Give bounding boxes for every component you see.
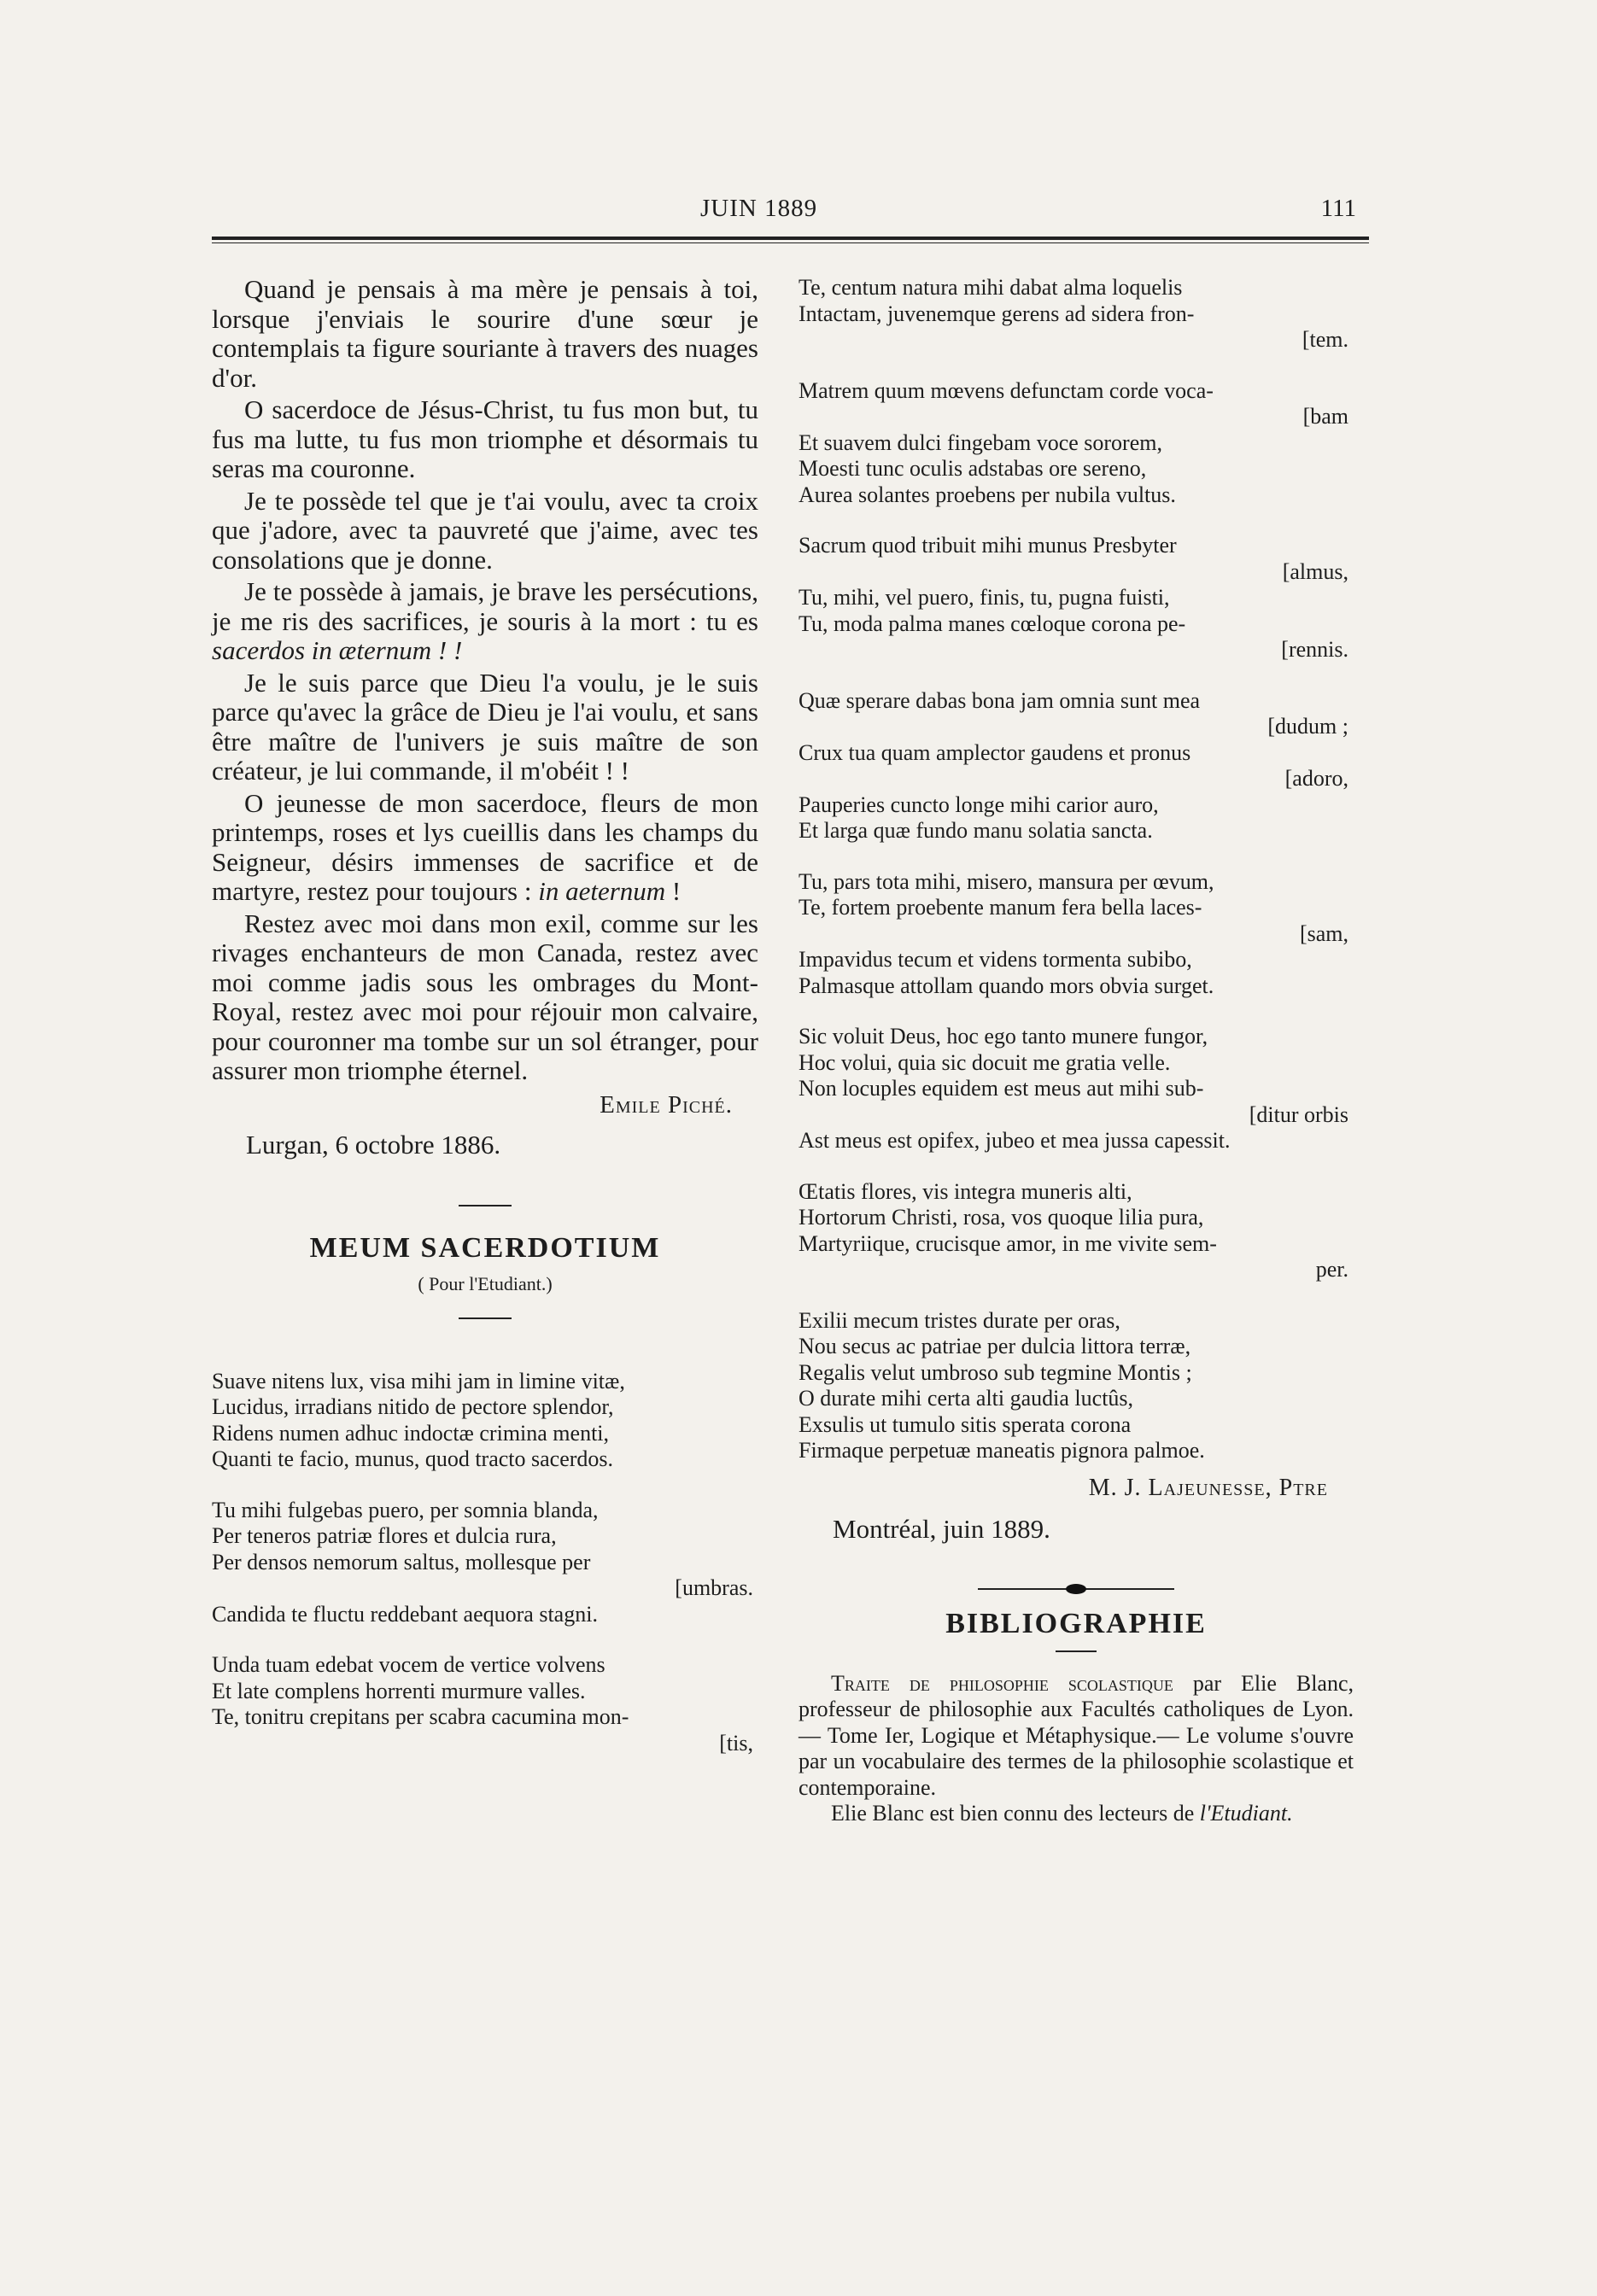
paragraph-text: Je te possède à jamais, je brave les persécutions, je me ris des sacrifices, je souris à la mort : tu es (212, 576, 758, 636)
verse-line: Tu mihi fulgebas puero, per somnia blanda, (212, 1497, 599, 1522)
paragraph: O sacerdoce de Jésus-Christ, tu fus mon but, tu fus ma lutte, tu fus mon triomphe et désormais tu seras ma couronne. (212, 394, 758, 483)
verse-turnover: [bam (1302, 404, 1348, 429)
header-rule-thin (212, 242, 1369, 243)
stanza (212, 1498, 758, 1628)
poem-right (798, 275, 1354, 1464)
ornament-dot (1066, 1584, 1086, 1594)
italic-phrase: in aeternum (538, 876, 666, 906)
page-number: 111 (1320, 195, 1356, 222)
book-title: Traite de philosophie scolastique (831, 1670, 1173, 1696)
verse-line: Lucidus, irradians nitido de pectore splendor, (212, 1394, 614, 1419)
verse-line: Martyriique, crucisque amor, in me vivite sem- (798, 1230, 1217, 1256)
verse-line: Sacrum quod tribuit mihi munus Presbyter (798, 533, 1177, 558)
verse-line: Suave nitens lux, visa mihi jam in limine vitæ, (212, 1368, 625, 1393)
header-rule-thick (212, 237, 1369, 240)
verse-line: Nou secus ac patriae per dulcia littora terræ, (798, 1334, 1191, 1358)
verse-line: Firmaque perpetuæ maneatis pignora palmoe. (798, 1438, 1205, 1463)
verse-line: Quæ sperare dabas bona jam omnia sunt mea (798, 687, 1201, 713)
verse-line: Exilii mecum tristes durate per oras, (798, 1307, 1120, 1333)
verse-turnover: [rennis. (1281, 637, 1348, 662)
paragraph: Restez avec moi dans mon exil, comme sur les rivages enchanteurs de mon Canada, restez avec moi comme jadis sous les ombrages du Mont-Royal, restez avec moi pour réjouir mon calvaire, pour couronner ma tombe sur un sol étranger, pour assurer mon triomphe éternel. (212, 908, 758, 1085)
stanza (212, 1652, 758, 1756)
section-title-bibliographie: BIBLIOGRAPHIE (945, 1607, 1207, 1639)
verse-line: Te, centum natura mihi dabat alma loquelis (798, 275, 1183, 300)
poem-left (212, 1369, 758, 1757)
stanza (798, 1179, 1354, 1283)
paragraph: O jeunesse de mon sacerdoce, fleurs de mon printemps, roses et lys cueillis dans les champs du Seigneur, désirs immenses de sacrifice et de martyre, restez pour toujours : in aeternum ! (212, 787, 758, 906)
left-column (212, 275, 758, 1781)
stanza (798, 275, 1354, 353)
verse-line: Intactam, juvenemque gerens ad sidera fron- (798, 301, 1195, 326)
paragraph-text: Elie Blanc est bien connu des lecteurs de (831, 1801, 1200, 1826)
verse-line: Et larga quæ fundo manu solatia sancta. (798, 818, 1153, 843)
poem-note: ( Pour l'Etudiant.) (418, 1272, 553, 1294)
verse-line: Impavidus tecum et videns tormenta subibo, (798, 947, 1192, 972)
verse-line: Hoc volui, quia sic docuit me gratia velle. (798, 1049, 1171, 1075)
stanza (798, 1308, 1354, 1464)
verse-turnover: [adoro, (1284, 766, 1348, 791)
paragraph (798, 1671, 1354, 1802)
verse-line: Et late complens horrenti murmure valles. (212, 1678, 586, 1703)
verse-line: Moesti tunc oculis adstabas ore sereno, (798, 456, 1147, 481)
verse-line: O durate mihi certa alti gaudia luctûs, (798, 1386, 1134, 1411)
poem-title: MEUM SACERDOTIUM (309, 1231, 661, 1264)
bibliography-text (798, 1671, 1354, 1827)
author-signature: Emile Piché. (600, 1090, 733, 1119)
verse-line: Aurea solantes proebens per nubila vultus. (798, 482, 1176, 507)
verse-line: Exsulis ut tumulo sitis sperata corona (798, 1411, 1132, 1437)
verse-line: Tu, pars tota mihi, misero, mansura per œvum, (798, 868, 1214, 894)
verse-line: Hortorum Christi, rosa, vos quoque lilia pura, (798, 1205, 1204, 1230)
paragraph-text: O jeunesse de mon sacerdoce, fleurs de mon printemps, roses et lys cueillis dans les champs du Seigneur, désirs immenses de sacrifice et de martyre, restez pour toujours : (212, 787, 758, 906)
paragraph-text: par Elie Blanc, professeur de philosophie aux Facultés catholiques de Lyon. — Tome Ier, Logique et Métaphysique.— Le volume s'ouvre par un vocabulaire des termes de la philosophie scolastique et contemporaine. (798, 1670, 1354, 1800)
verse-line: Et suavem dulci fingebam voce sororem, (798, 429, 1162, 455)
stanza (798, 1024, 1354, 1154)
verse-turnover: [ditur orbis (1249, 1101, 1348, 1127)
journal-name: l'Etudiant. (1199, 1801, 1293, 1826)
verse-line: Te, tonitru crepitans per scabra cacumina mon- (212, 1704, 629, 1729)
paragraph: Quand je pensais à ma mère je pensais à toi, lorsque j'enviais le sourire d'une sœur je contemplais ta figure souriante à travers des nuages d'or. (212, 274, 758, 393)
verse-line: Candida te fluctu reddebant aequora stagni. (212, 1601, 598, 1627)
verse-turnover: [dudum ; (1267, 714, 1348, 739)
verse-turnover: [sam, (1299, 920, 1348, 946)
paragraph: Je te possède tel que je t'ai voulu, avec ta croix que j'adore, avec ta pauvreté que j'aime, avec tes consolations que je donne. (212, 485, 758, 575)
verse-line: Matrem quum mœvens defunctam corde voca- (798, 377, 1214, 403)
verse-line: Quanti te facio, munus, quod tracto sacerdos. (212, 1446, 614, 1471)
ornamental-rule (978, 1582, 1174, 1596)
prose-text (212, 275, 758, 1086)
stanza (798, 869, 1354, 1000)
paragraph (212, 577, 758, 666)
verse-turnover: [almus, (1282, 558, 1348, 584)
verse-line: Pauperies cuncto longe mihi carior auro, (798, 792, 1159, 817)
verse-line: Regalis velut umbroso sub tegmine Montis ; (798, 1359, 1192, 1385)
verse-line: Ridens numen adhuc indoctæ crimina menti, (212, 1420, 610, 1446)
verse-line: Per teneros patriæ flores et dulcia rura, (212, 1523, 557, 1548)
verse-line: Per densos nemorum saltus, mollesque per (212, 1549, 591, 1574)
italic-phrase: sacerdos in æternum ! ! (212, 635, 463, 665)
stanza (798, 378, 1354, 509)
paragraph: Je le suis parce que Dieu l'a voulu, je le suis parce qu'avec la grâce de Dieu je l'ai voulu, et sans être maître de l'univers je suis maître de son créateur, je lui commande, il m'obéit ! ! (212, 667, 758, 786)
verse-line: Œtatis flores, vis integra muneris alti, (798, 1178, 1132, 1204)
place-date: Lurgan, 6 octobre 1886. (246, 1129, 501, 1160)
stanza (212, 1369, 758, 1473)
verse-line: Tu, moda palma manes cœloque corona pe- (798, 611, 1186, 636)
verse-line: Crux tua quam amplector gaudens et pronus (798, 739, 1191, 765)
verse-line: Palmasque attollam quando mors obvia surget. (798, 973, 1214, 998)
place-date: Montréal, juin 1889. (833, 1513, 1050, 1544)
running-header (212, 195, 1365, 229)
verse-line: Tu, mihi, vel puero, finis, tu, pugna fuisti, (798, 585, 1170, 610)
paragraph (798, 1801, 1354, 1827)
verse-turnover: [tis, (719, 1730, 753, 1756)
verse-turnover: [umbras. (675, 1575, 753, 1600)
verse-line: Unda tuam edebat vocem de vertice volvens (212, 1652, 605, 1677)
verse-turnover: [tem. (1302, 327, 1348, 352)
right-column (798, 275, 1354, 1827)
verse-line: Sic voluit Deus, hoc ego tanto munere fungor, (798, 1024, 1208, 1049)
stanza (798, 533, 1354, 663)
verse-turnover: per. (1315, 1257, 1348, 1282)
verse-line: Ast meus est opifex, jubeo et mea jussa capessit. (798, 1128, 1231, 1153)
verse-line: Non locuples equidem est meus aut mihi sub- (798, 1076, 1204, 1101)
header-date: JUIN 1889 (700, 195, 818, 222)
verse-line: Te, fortem proebente manum fera bella laces- (798, 895, 1202, 920)
author-signature: M. J. Lajeunesse, Ptre (1088, 1474, 1328, 1501)
stanza (798, 688, 1354, 844)
